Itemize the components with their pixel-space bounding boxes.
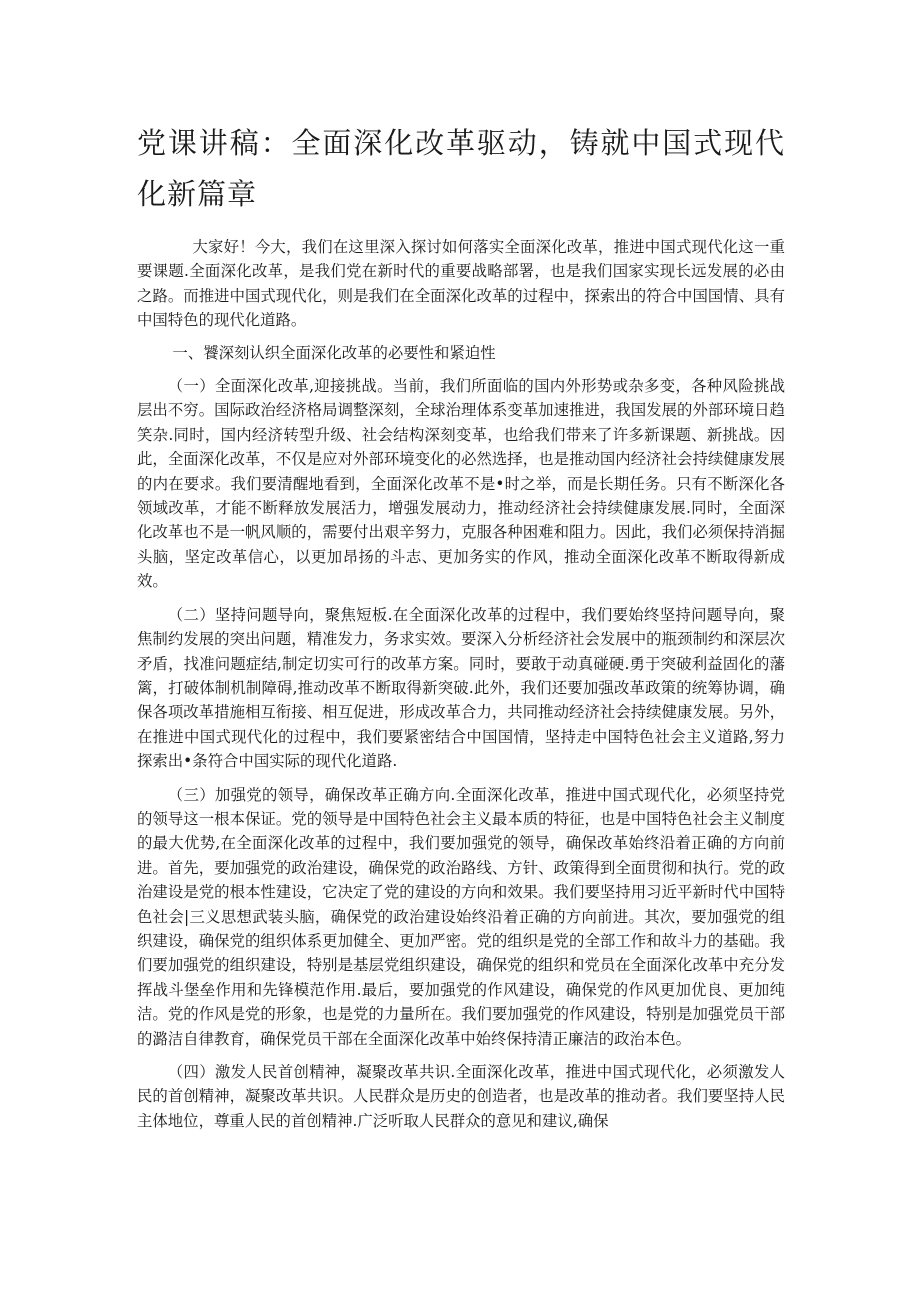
intro-paragraph: 大家好！今大，我们在这里深入探讨如何落实全面深化改革，推进中国式现代化这一重要课题.全面深化改革，是我们党在新时代的重要战略部署，也是我们国家实现长远发展的必由之路。而推进中国式现代化，则是我们在全面深化改革的过程中，探索出的符合中国国情、具有中国特色的现代化道路。 — [137, 238, 785, 330]
paragraph-3: （三）加强党的领导，确保改革正确方向.全面深化改革，推进中国式现代化，必须坚持党的领导这一根本保证。党的领导是中国特色社会主义最本质的特征，也是中国特色社会主义制度的最大优势,在全面深化改革的过程中，我们要加强党的领导，确保改革始终沿着正确的方向前进。首先，要加强党的政治建设，确保党的政治路线、方针、政策得到全面贯彻和执行。党的政治建设是党的根本性建设，它决定了党的建设的方向和效果。我们要坚持用习近平新时代中国特色社会|三义思想武装头脑，确保党的政治建设始终沿着正确的方向前进。其次，要加强党的组织建设，确保党的组织体系更加健全、更加严密。党的组织是党的全部工作和故斗力的基础。我们要加强党的组织建设，特别是基层党组织建设，确保党的组织和党员在全面深化改革中充分发挥战斗堡垒作用和先锋模范作用.最后，要加强党的作风建设，确保党的作风更加优良、更加纯洁。党的作风是党的形象，也是党的力量所在。我们要加强党的作风建设，特别是加强党员干部的潞洁自律教育，确保党员干部在全面深化改革中始终保持清正廉洁的政治本色。 — [137, 785, 785, 1048]
paragraph-2: （二）坚持问题导向，聚焦短板.在全面深化改革的过程中，我们要始终坚持问题导向，聚焦制约发展的突出问题，精准发力，务求实效。要深入分析经济社会发展中的瓶颈制约和深层次矛盾，找准问题症结,制定切实可行的改革方案。同时，要敢于动真碰硬.勇于突破利益固化的藩篱，打破体制机制障碍,推动改革不断取得新突破.此外，我们还要加强改革政策的统筹协调，确保各项改革措施相互衔接、相互促进，形成改革合力，共同推动经济社会持续健康发展。另外，在推进中国式现代化的过程中，我们要紧密结合中国国情，坚持走中国特色社会主义道路,努力探索出•条符合中国实际的现代化道路. — [137, 605, 785, 771]
document-title: 党课讲稿：全面深化改革驱动，铸就中国式现代化新篇章 — [137, 126, 785, 211]
paragraph-1: （一）全面深化改革,迎接挑战。当前，我们所面临的国内外形势或杂多变，各种风险挑战层出不穷。国际政治经济格局调整深刻，全球治理体系变革加速推进，我国发展的外部环境日趋笑杂.同时，国内经济转型升级、社会结构深刻变革，也给我们带来了许多新课题、新挑战。因此，全面深化改革，不仅是应对外部环境变化的必然选择，也是推动国内经济社会持续健康发展的内在要求。我们要清醒地看到，全面深化改革不是•时之举，而是长期任务。只有不断深化各领域改革，才能不断释放发展活力，增强发展动力，推动经济社会持续健康发展.同时，全面深化改革也不是一帆风顺的，需要付出艰辛努力，克服各种困难和阻力。因此，我们必须保持消掘头脑，坚定改革信心，以更加昂扬的斗志、更加务实的作风，推动全面深化改革不断取得新成效。 — [137, 377, 785, 591]
document-page — [137, 118, 785, 1142]
paragraph-4: （四）激发人民首创精神，凝聚改革共识.全面深化改革，推进中国式现代化，必须激发人民的首创精神，凝聚改革共识。人民群众是历史的创造者，也是改革的推动者。我们要坚持人民主体地位，尊重人民的首创精神.广泛听取人民群众的意见和建议,确保 — [137, 1063, 785, 1130]
section-heading: 一、饕深刻认织全面深化改革的必要性和紧迫性 — [172, 343, 496, 362]
